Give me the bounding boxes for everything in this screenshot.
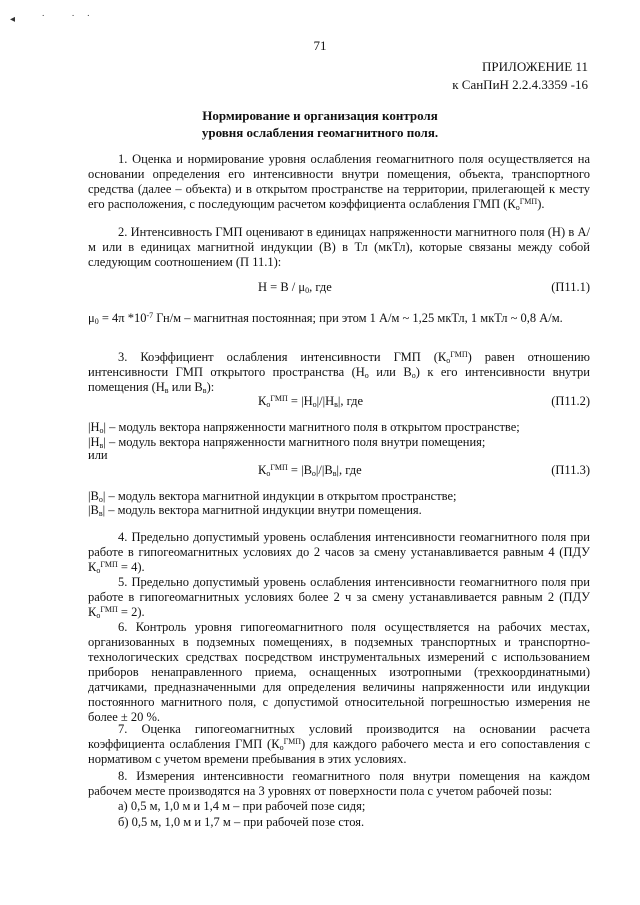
appendix-header <box>452 58 588 94</box>
paragraph-7: 7. Оценка гипогеомагнитных условий производится на основании расчета коэффициента ослабления ГМП $(К_о^{ГМП})$ для каждого рабочего места и его сопоставления с нормативом с учетом времени пребывания в этих условиях. <box>88 722 591 766</box>
title-line-2: уровня ослабления геомагнитного поля. <box>201 125 439 140</box>
formula-expression: $H = B / \mu_0$, где <box>258 280 332 295</box>
document-title <box>0 107 640 141</box>
appendix-reference: к СанПиН 2.2.4.3359 -16 <box>452 77 588 92</box>
formula-number: (П11.3) <box>551 463 590 477</box>
paragraph-2: 2. Интенсивность ГМП оценивают в единицах напряженности магнитного поля (Н) в А/м или в единицах магнитной индукции (В) в Тл (мкТл), которые связаны между собой следующим соотношением (П 11.1): <box>88 225 590 269</box>
paragraph-8: 8. Измерения интенсивности геомагнитного поля внутри помещения на каждом рабочем месте производятся на 3 уровнях от поверхности пола с учетом рабочей позы: <box>88 769 590 798</box>
paragraph-6: 6. Контроль уровня гипогеомагнитного поля осуществляется на рабочих местах, организованных в подземных помещениях, в подземных транспортных и транспортно-технологических средствах посредством инструментальных измерений с использованием приборов ненаправленного приема, оснащенных изотропными (трехкоординатными) датчиками, предназначенными для определения величины напряженности или индукции постоянного магнитного поля, с допустимой относительной погрешностью измерения не более ± 20 %. <box>88 620 590 724</box>
list-item-a: а) 0,5 м, 1,0 м и 1,4 м – при рабочей позе сидя; <box>118 799 366 813</box>
definition-b-outdoor: $|В_о|$ – модуль вектора магнитной индукции в открытом пространстве; <box>88 489 457 504</box>
formula-number: (П11.2) <box>551 394 590 408</box>
paragraph-3: 3. Коэффициент ослабления интенсивности ГМП $(К_о^{ГМП})$ равен отношению интенсивности ГМП открытого пространства ($Н_о$ или $В_о$) к его интенсивности внутри помещения ($Н_в$ или $В_в$): <box>88 350 590 395</box>
definition-h-indoor: $|Н_в|$ – модуль вектора напряженности магнитного поля внутри помещения; <box>88 435 486 450</box>
mu-definition: $\mu_0 = 4\pi$ $*10^{-7}$ Гн/м – магнитная постоянная; при этом 1 А/м ~ 1,25 мкТл, 1 мкТл ~ 0,8 А/м. <box>88 311 563 326</box>
formula-expression: $К_о^{ГМП} = |Н_о|/|Н_в|$, где <box>258 394 364 409</box>
paragraph-5: 5. Предельно допустимый уровень ослабления интенсивности геомагнитного поля при работе в гипогеомагнитных условиях более 2 ч за смену устанавливается равным 2 (ПДУ $К_о^{ГМП} = 2$). <box>88 575 590 620</box>
or-separator: или <box>88 448 108 462</box>
appendix-label: ПРИЛОЖЕНИЕ 11 <box>482 59 588 74</box>
formula-expression: $К_о^{ГМП} = |В_о|/|В_в|$, где <box>258 463 362 478</box>
title-line-1: Нормирование и организация контроля <box>202 108 438 123</box>
paragraph-1: 1. Оценка и нормирование уровня ослабления геомагнитного поля осуществляется на основании определения его интенсивности внутри помещения, объекта, транспортного средства (далее – объекта) и в открытом пространстве на территории, прилегающей к месту его расположения, с последующим расчетом коэффициента ослабления ГМП $(К_о^{ГМП})$. <box>88 152 590 212</box>
definition-h-outdoor: $|Н_о|$ – модуль вектора напряженности магнитного поля в открытом пространстве; <box>88 420 520 435</box>
page-number: 71 <box>313 38 327 53</box>
definition-b-indoor: $|В_в|$ – модуль вектора магнитной индукции внутри помещения. <box>88 503 422 518</box>
scan-marks: ◂ ˙ ˙˙ <box>10 14 103 25</box>
paragraph-4: 4. Предельно допустимый уровень ослабления интенсивности геомагнитного поля при работе в гипогеомагнитных условиях до 2 часов за смену устанавливается равным 4 (ПДУ $К_о^{ГМП} = 4$). <box>88 530 590 575</box>
formula-number: (П11.1) <box>551 280 590 294</box>
list-item-b: б) 0,5 м, 1,0 м и 1,7 м – при рабочей позе стоя. <box>118 815 365 829</box>
